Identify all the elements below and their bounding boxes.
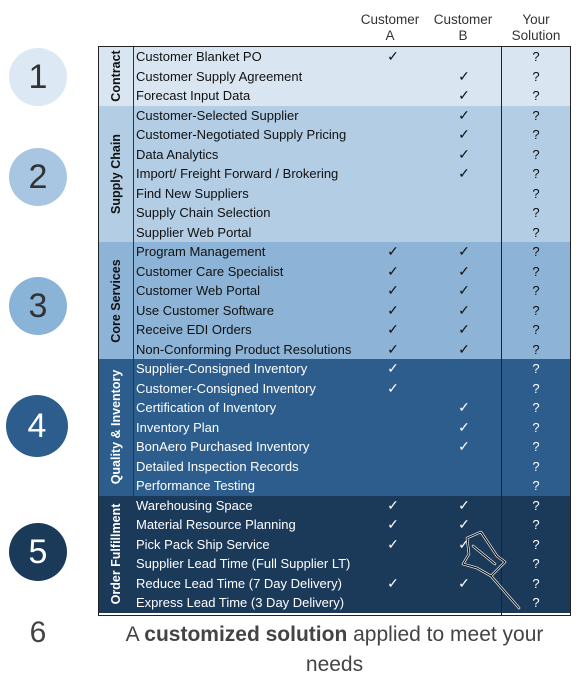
your-solution-question: ? <box>532 283 540 298</box>
step-circle-1: 1 <box>9 48 67 106</box>
customer-b-check-icon: ✓ <box>458 145 470 162</box>
customer-b-check-icon: ✓ <box>458 399 470 415</box>
capability-row <box>133 203 570 223</box>
your-solution-question: ? <box>532 439 540 454</box>
your-solution-question: ? <box>532 595 540 610</box>
capability-name: Warehousing Space <box>136 497 253 513</box>
capability-row <box>133 67 570 87</box>
customer-b-check-icon: ✓ <box>458 496 470 513</box>
customer-a-check-icon: ✓ <box>387 535 399 552</box>
push-pin-icon <box>455 528 525 613</box>
customer-b-check-icon: ✓ <box>458 321 470 337</box>
step-number-6: 6 <box>29 616 47 649</box>
customer-a-check-icon: ✓ <box>387 243 399 259</box>
header-customer-a-line2: A <box>385 28 395 43</box>
section-label-text: Contract <box>109 50 123 102</box>
capability-row <box>133 47 570 67</box>
capability-row <box>133 86 570 106</box>
header-customer-a <box>357 12 423 44</box>
capability-row <box>133 145 570 165</box>
your-solution-question: ? <box>532 185 540 201</box>
step-circle-5: 5 <box>9 523 67 581</box>
your-solution-question: ? <box>532 322 540 337</box>
capability-name: Inventory Plan <box>136 419 220 435</box>
capability-row <box>133 418 570 438</box>
capability-name: Forecast Input Data <box>136 88 251 103</box>
customer-b-check-icon: ✓ <box>458 126 470 142</box>
capability-name: Receive EDI Orders <box>136 322 252 337</box>
customer-a-check-icon: ✓ <box>387 574 399 591</box>
capability-name: Import/ Freight Forward / Brokering <box>136 166 339 181</box>
capability-row <box>133 437 570 457</box>
capability-name: Program Management <box>136 244 266 259</box>
your-solution-question: ? <box>532 302 540 318</box>
capability-row <box>133 223 570 243</box>
your-solution-question: ? <box>532 224 540 240</box>
footer-tagline <box>98 620 571 680</box>
footer-bold: customized solution <box>144 623 348 646</box>
section-label-text: Supply Chain <box>109 133 123 214</box>
step-circle-2: 2 <box>9 148 67 206</box>
capability-row <box>133 496 570 516</box>
customer-b-check-icon: ✓ <box>458 574 470 591</box>
header-your-solution <box>503 12 569 44</box>
customer-a-check-icon: ✓ <box>387 301 399 318</box>
section-contract <box>99 47 570 106</box>
capability-name: Supplier-Consigned Inventory <box>136 361 308 376</box>
customer-a-check-icon: ✓ <box>387 321 399 337</box>
capability-row <box>133 379 570 399</box>
footer-suffix: applied to meet your needs <box>305 623 544 676</box>
capability-name: Non-Conforming Product Resolutions <box>136 341 352 357</box>
section-label <box>99 496 134 613</box>
section-label-text: Order Fulfillment <box>109 503 123 605</box>
capability-name: Customer-Negotiated Supply Pricing <box>136 127 347 142</box>
your-solution-question: ? <box>532 127 540 142</box>
capability-row <box>133 125 570 145</box>
header-your-solution-line2: Solution <box>511 28 561 43</box>
section-supply-chain <box>99 106 570 243</box>
customer-a-check-icon: ✓ <box>387 48 399 64</box>
capability-name: Customer Supply Agreement <box>136 68 303 84</box>
your-solution-question: ? <box>532 341 540 357</box>
your-solution-question: ? <box>532 556 540 571</box>
section-label <box>99 106 134 243</box>
your-solution-question: ? <box>532 497 540 513</box>
customer-b-check-icon: ✓ <box>458 438 470 454</box>
capability-name: Customer Blanket PO <box>136 49 262 64</box>
capability-name: Supply Chain Selection <box>136 205 271 220</box>
your-solution-question: ? <box>532 263 540 279</box>
your-solution-question: ? <box>532 361 540 376</box>
customer-a-check-icon: ✓ <box>387 360 399 376</box>
capability-row <box>133 457 570 477</box>
capability-name: Customer-Selected Supplier <box>136 107 299 123</box>
section-label <box>99 242 134 359</box>
capability-name: Use Customer Software <box>136 302 274 318</box>
capability-name: Find New Suppliers <box>136 185 249 201</box>
capability-row <box>133 262 570 282</box>
header-your-solution-line1: Your <box>522 12 550 27</box>
your-solution-question: ? <box>532 517 540 532</box>
header-customer-b-line2: B <box>458 28 468 43</box>
your-solution-question: ? <box>532 400 540 415</box>
customer-b-check-icon: ✓ <box>458 516 470 532</box>
your-solution-question: ? <box>532 68 540 84</box>
section-label <box>99 359 134 496</box>
customer-b-check-icon: ✓ <box>458 262 470 279</box>
capability-name: BonAero Purchased Inventory <box>136 439 310 454</box>
section-quality-inventory <box>99 359 570 496</box>
customer-b-check-icon: ✓ <box>458 282 470 298</box>
customer-a-check-icon: ✓ <box>387 516 399 532</box>
capability-name: Supplier Lead Time (Full Supplier LT) <box>136 556 351 571</box>
capability-name: Data Analytics <box>136 146 219 162</box>
your-solution-question: ? <box>532 536 540 552</box>
capability-row <box>133 106 570 126</box>
capability-row <box>133 301 570 321</box>
your-solution-question: ? <box>532 49 540 64</box>
your-solution-question: ? <box>532 380 540 396</box>
capability-row <box>133 281 570 301</box>
capability-row <box>133 184 570 204</box>
header-customer-b <box>430 12 496 44</box>
your-solution-question: ? <box>532 244 540 259</box>
customer-b-check-icon: ✓ <box>458 418 470 435</box>
capability-row <box>133 476 570 496</box>
section-label-text: Quality & Inventory <box>109 369 123 485</box>
your-solution-question: ? <box>532 146 540 162</box>
step-circle-3: 3 <box>9 277 67 335</box>
capability-row <box>133 359 570 379</box>
step-circle-4: 4 <box>6 395 68 457</box>
customer-b-check-icon: ✓ <box>458 301 470 318</box>
capability-row <box>133 398 570 418</box>
customer-a-check-icon: ✓ <box>387 496 399 513</box>
section-label-text: Core Services <box>109 258 123 343</box>
capability-row <box>133 164 570 184</box>
capability-name: Certification of Inventory <box>136 400 277 415</box>
your-solution-question: ? <box>532 458 540 474</box>
your-solution-question: ? <box>532 205 540 220</box>
capability-name: Customer Care Specialist <box>136 263 284 279</box>
footer-prefix: A <box>125 623 145 646</box>
capability-name: Customer Web Portal <box>136 283 261 298</box>
capability-name: Customer-Consigned Inventory <box>136 380 316 396</box>
customer-a-check-icon: ✓ <box>387 262 399 279</box>
capability-name: Supplier Web Portal <box>136 224 252 240</box>
customer-b-check-icon: ✓ <box>458 243 470 259</box>
section-label <box>99 47 134 106</box>
customer-a-check-icon: ✓ <box>387 282 399 298</box>
customer-b-check-icon: ✓ <box>458 165 470 181</box>
section-core-services <box>99 242 570 359</box>
your-solution-question: ? <box>532 107 540 123</box>
capability-row <box>133 340 570 360</box>
your-solution-question: ? <box>532 478 540 493</box>
customer-b-check-icon: ✓ <box>458 106 470 123</box>
customer-a-check-icon: ✓ <box>387 340 399 357</box>
customer-b-check-icon: ✓ <box>458 340 470 357</box>
customer-b-check-icon: ✓ <box>458 67 470 84</box>
your-solution-question: ? <box>532 419 540 435</box>
capability-name: Detailed Inspection Records <box>136 458 299 474</box>
capability-name: Material Resource Planning <box>136 517 296 532</box>
your-solution-question: ? <box>532 575 540 591</box>
header-customer-a-line1: Customer <box>360 12 420 27</box>
capability-name: Pick Pack Ship Service <box>136 536 270 552</box>
customer-b-check-icon: ✓ <box>458 535 470 552</box>
header-customer-b-line1: Customer <box>433 12 493 27</box>
capability-name: Reduce Lead Time (7 Day Delivery) <box>136 575 342 591</box>
your-solution-question: ? <box>532 88 540 103</box>
capability-row <box>133 320 570 340</box>
capability-name: Express Lead Time (3 Day Delivery) <box>136 595 345 610</box>
capability-name: Performance Testing <box>136 478 255 493</box>
capability-row <box>133 242 570 262</box>
customer-a-check-icon: ✓ <box>387 379 399 396</box>
your-solution-question: ? <box>532 166 540 181</box>
customer-b-check-icon: ✓ <box>458 87 470 103</box>
